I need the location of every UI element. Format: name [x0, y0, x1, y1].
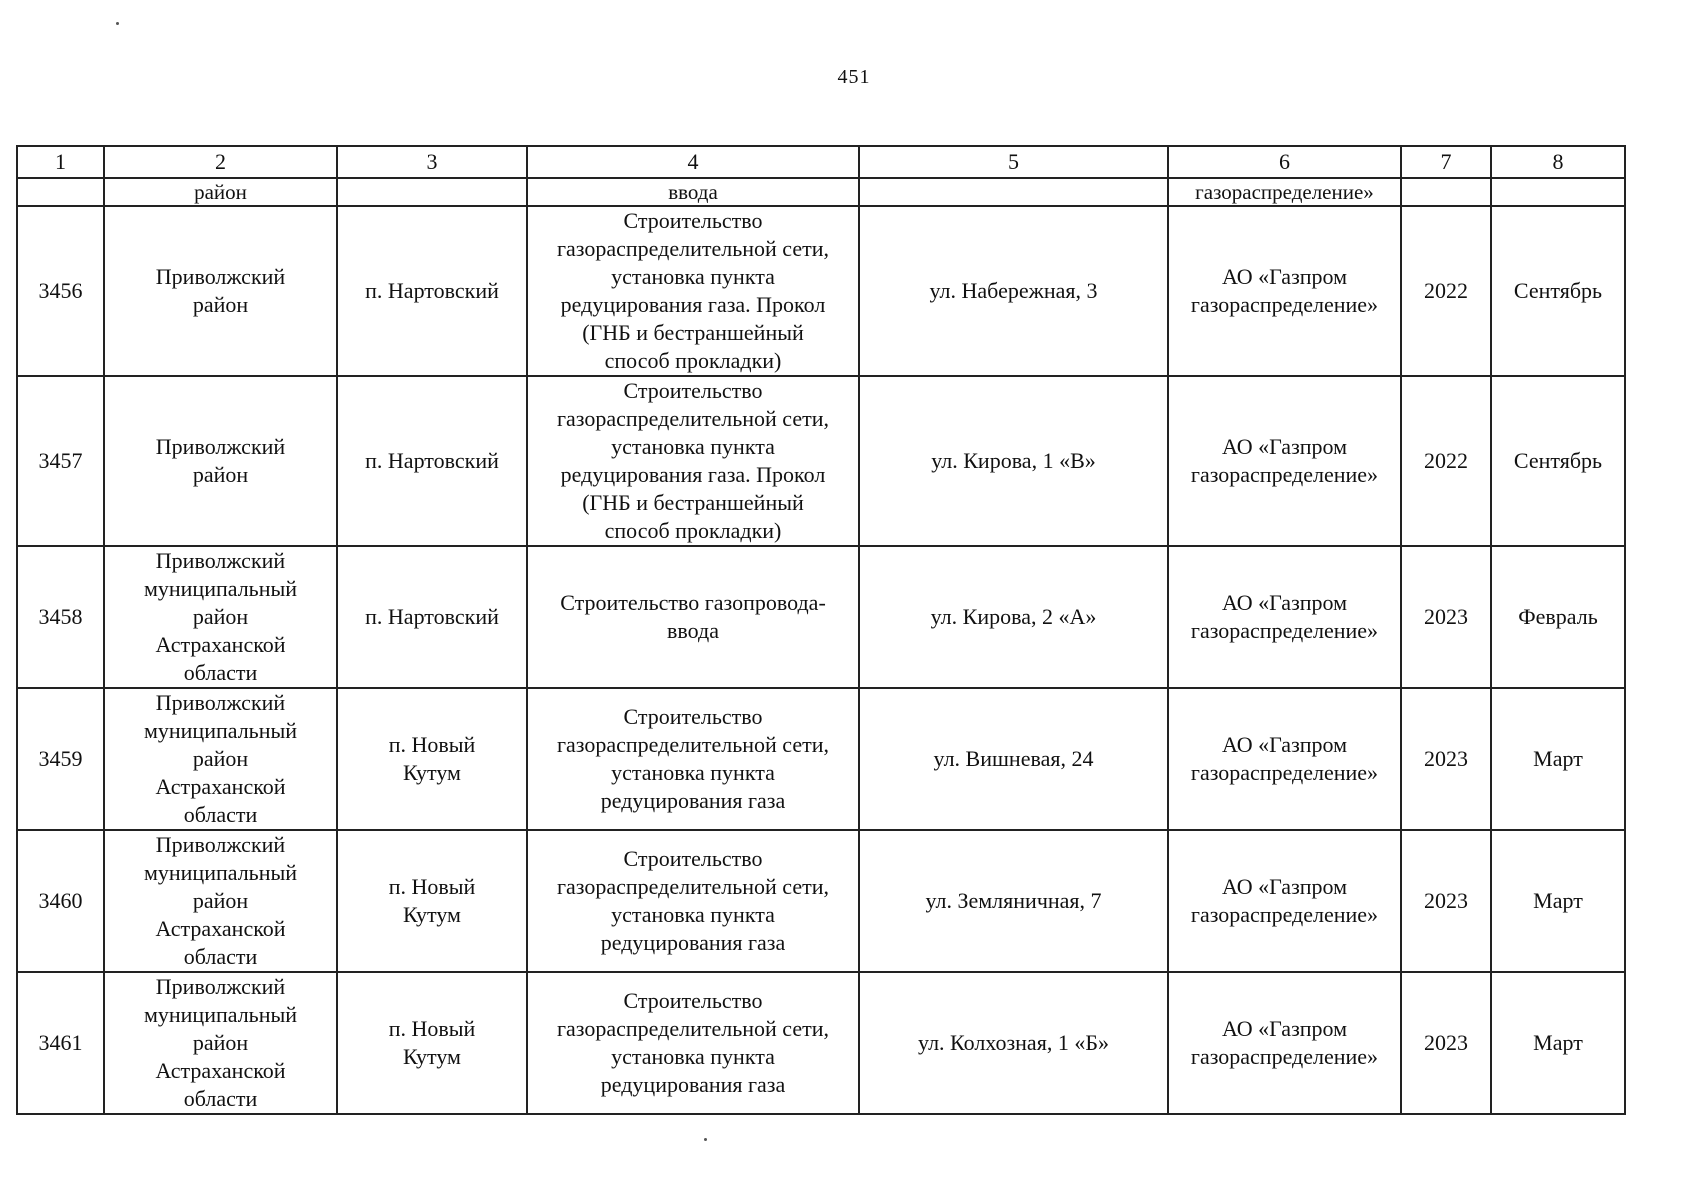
year-cell: 2023	[1401, 546, 1491, 688]
month-cell: Февраль	[1491, 546, 1625, 688]
continuation-cell	[1491, 178, 1625, 206]
row-number: 3456	[17, 206, 104, 376]
month-cell: Март	[1491, 972, 1625, 1114]
settlement-cell: п. Нартовский	[337, 546, 527, 688]
row-number: 3459	[17, 688, 104, 830]
address-cell: ул. Набережная, 3	[859, 206, 1168, 376]
column-number: 5	[859, 146, 1168, 178]
address-cell: ул. Колхозная, 1 «Б»	[859, 972, 1168, 1114]
work-description-cell: Строительство газораспределительной сети, установка пункта редуцирования газа. Прокол (ГНБ и бестраншейный способ прокладки)	[527, 206, 859, 376]
work-description-cell: Строительство газораспределительной сети, установка пункта редуцирования газа	[527, 830, 859, 972]
column-number: 2	[104, 146, 337, 178]
column-number: 4	[527, 146, 859, 178]
address-cell: ул. Кирова, 1 «В»	[859, 376, 1168, 546]
district-cell: Приволжский муниципальный район Астраханской области	[104, 830, 337, 972]
continuation-row	[17, 178, 1625, 206]
continuation-cell	[1401, 178, 1491, 206]
organization-cell: АО «Газпром газораспределение»	[1168, 830, 1401, 972]
column-number: 3	[337, 146, 527, 178]
district-cell: Приволжский район	[104, 376, 337, 546]
settlement-cell: п. Новый Кутум	[337, 972, 527, 1114]
column-number: 8	[1491, 146, 1625, 178]
column-number: 1	[17, 146, 104, 178]
work-description-cell: Строительство газопровода- ввода	[527, 546, 859, 688]
continuation-cell	[859, 178, 1168, 206]
month-cell: Март	[1491, 830, 1625, 972]
row-number: 3461	[17, 972, 104, 1114]
address-cell: ул. Кирова, 2 «А»	[859, 546, 1168, 688]
settlement-cell: п. Новый Кутум	[337, 688, 527, 830]
work-description-cell: Строительство газораспределительной сети, установка пункта редуцирования газа	[527, 972, 859, 1114]
table-row	[17, 972, 1625, 1114]
row-number: 3457	[17, 376, 104, 546]
settlement-cell: п. Новый Кутум	[337, 830, 527, 972]
month-cell: Сентябрь	[1491, 206, 1625, 376]
scan-speck	[116, 22, 119, 25]
organization-cell: АО «Газпром газораспределение»	[1168, 206, 1401, 376]
organization-cell: АО «Газпром газораспределение»	[1168, 972, 1401, 1114]
organization-cell: АО «Газпром газораспределение»	[1168, 546, 1401, 688]
work-description-cell: Строительство газораспределительной сети, установка пункта редуцирования газа. Прокол (ГНБ и бестраншейный способ прокладки)	[527, 376, 859, 546]
continuation-cell	[17, 178, 104, 206]
continuation-cell: район	[104, 178, 337, 206]
column-number: 6	[1168, 146, 1401, 178]
month-cell: Март	[1491, 688, 1625, 830]
year-cell: 2023	[1401, 830, 1491, 972]
address-cell: ул. Земляничная, 7	[859, 830, 1168, 972]
month-cell: Сентябрь	[1491, 376, 1625, 546]
table-row	[17, 830, 1625, 972]
page-number: 451	[837, 66, 871, 88]
district-cell: Приволжский муниципальный район Астраханской области	[104, 972, 337, 1114]
year-cell: 2023	[1401, 972, 1491, 1114]
year-cell: 2022	[1401, 206, 1491, 376]
district-cell: Приволжский муниципальный район Астраханской области	[104, 688, 337, 830]
organization-cell: АО «Газпром газораспределение»	[1168, 688, 1401, 830]
settlement-cell: п. Нартовский	[337, 206, 527, 376]
district-cell: Приволжский муниципальный район Астраханской области	[104, 546, 337, 688]
column-number-row	[17, 146, 1625, 178]
year-cell: 2022	[1401, 376, 1491, 546]
column-number: 7	[1401, 146, 1491, 178]
row-number: 3460	[17, 830, 104, 972]
table-row	[17, 546, 1625, 688]
table-row	[17, 206, 1625, 376]
district-cell: Приволжский район	[104, 206, 337, 376]
year-cell: 2023	[1401, 688, 1491, 830]
continuation-cell	[337, 178, 527, 206]
table-row	[17, 688, 1625, 830]
settlement-cell: п. Нартовский	[337, 376, 527, 546]
works-schedule-table	[16, 145, 1626, 1115]
work-description-cell: Строительство газораспределительной сети, установка пункта редуцирования газа	[527, 688, 859, 830]
row-number: 3458	[17, 546, 104, 688]
table-row	[17, 376, 1625, 546]
scan-speck	[704, 1138, 707, 1141]
organization-cell: АО «Газпром газораспределение»	[1168, 376, 1401, 546]
continuation-cell: газораспределение»	[1168, 178, 1401, 206]
address-cell: ул. Вишневая, 24	[859, 688, 1168, 830]
continuation-cell: ввода	[527, 178, 859, 206]
